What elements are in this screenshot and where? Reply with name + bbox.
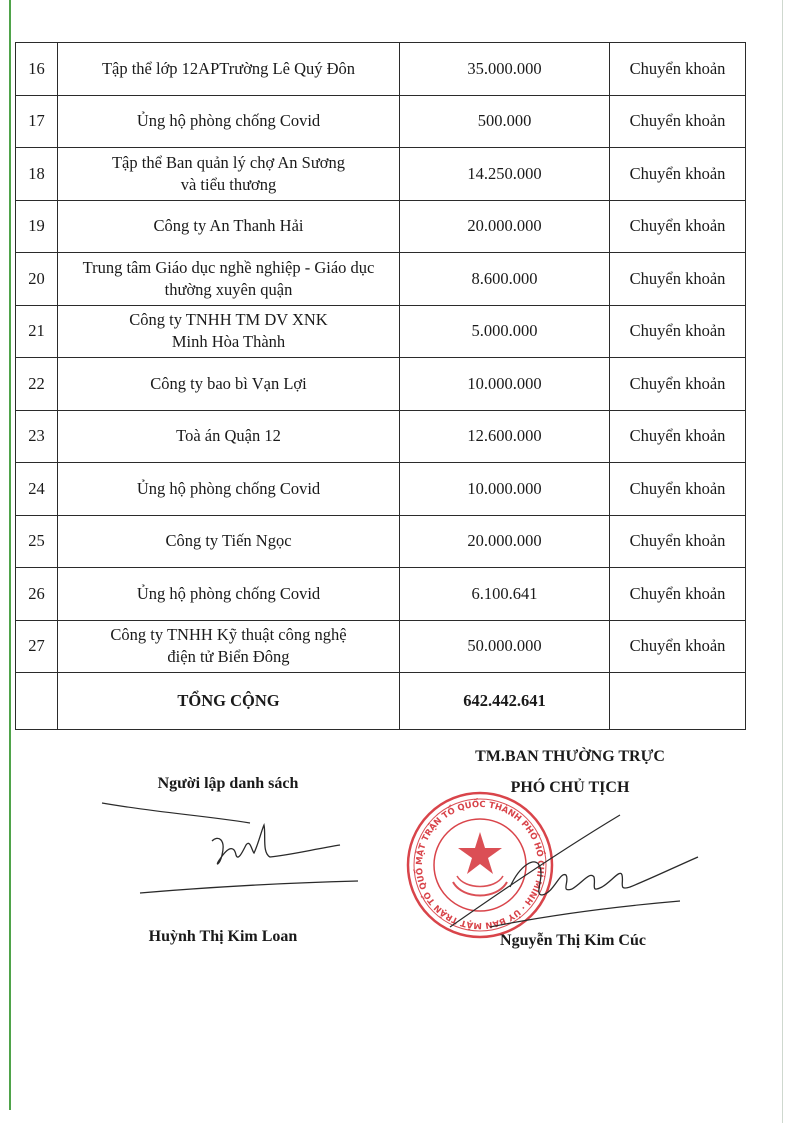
row-number: 16 bbox=[16, 43, 58, 96]
donation-amount: 10.000.000 bbox=[400, 358, 610, 411]
donor-name-line: Công ty bao bì Vạn Lợi bbox=[150, 373, 307, 393]
donor-name-line: Công ty An Thanh Hải bbox=[153, 216, 304, 236]
donor-name bbox=[58, 43, 400, 96]
donor-name-line: thường xuyên quận bbox=[164, 279, 293, 299]
row-number: 23 bbox=[16, 410, 58, 463]
org-title: TM.BAN THƯỜNG TRỰC bbox=[475, 748, 665, 765]
donor-name-line: Minh Hòa Thành bbox=[171, 332, 286, 352]
donation-amount: 5.000.000 bbox=[400, 305, 610, 358]
donor-name bbox=[58, 463, 400, 516]
payment-method: Chuyển khoản bbox=[610, 620, 746, 673]
donation-amount: 20.000.000 bbox=[400, 200, 610, 253]
donor-name-line: Toà án Quận 12 bbox=[176, 426, 281, 446]
donation-row bbox=[16, 568, 746, 621]
row-number: 21 bbox=[16, 305, 58, 358]
row-number: 17 bbox=[16, 95, 58, 148]
donation-row bbox=[16, 200, 746, 253]
donor-name bbox=[58, 620, 400, 673]
payment-method: Chuyển khoản bbox=[610, 410, 746, 463]
donor-name bbox=[58, 200, 400, 253]
donor-name-line: Tập thể lớp 12APTrường Lê Quý Đôn bbox=[101, 58, 356, 78]
donor-name-line: Ủng hộ phòng chống Covid bbox=[136, 111, 321, 131]
preparer-name: Huỳnh Thị Kim Loan bbox=[148, 928, 298, 945]
total-row bbox=[16, 673, 746, 730]
donation-row bbox=[16, 358, 746, 411]
payment-method: Chuyển khoản bbox=[610, 305, 746, 358]
payment-method: Chuyển khoản bbox=[610, 253, 746, 306]
donation-row bbox=[16, 463, 746, 516]
page-edge-left bbox=[9, 0, 11, 1110]
donation-row bbox=[16, 148, 746, 201]
row-number: 24 bbox=[16, 463, 58, 516]
page-edge-right bbox=[782, 0, 783, 1123]
donation-row bbox=[16, 515, 746, 568]
total-method-cell bbox=[610, 673, 746, 730]
donor-name-line: Ủng hộ phòng chống Covid bbox=[136, 583, 321, 603]
donation-amount: 500.000 bbox=[400, 95, 610, 148]
donor-name bbox=[58, 95, 400, 148]
donation-row bbox=[16, 95, 746, 148]
payment-method: Chuyển khoản bbox=[610, 43, 746, 96]
donation-table bbox=[15, 42, 746, 730]
donation-row bbox=[16, 305, 746, 358]
donation-row bbox=[16, 253, 746, 306]
donation-amount: 6.100.641 bbox=[400, 568, 610, 621]
donation-amount: 10.000.000 bbox=[400, 463, 610, 516]
donor-name-line: Công ty Tiến Ngọc bbox=[165, 531, 292, 551]
donor-name bbox=[58, 358, 400, 411]
preparer-title: Người lập danh sách bbox=[157, 775, 299, 792]
donor-name bbox=[58, 148, 400, 201]
row-number: 22 bbox=[16, 358, 58, 411]
donor-name-line: điện tử Biển Đông bbox=[167, 647, 290, 667]
payment-method: Chuyển khoản bbox=[610, 515, 746, 568]
donor-name bbox=[58, 253, 400, 306]
donation-row bbox=[16, 43, 746, 96]
donor-name bbox=[58, 515, 400, 568]
donation-amount: 35.000.000 bbox=[400, 43, 610, 96]
row-number: 18 bbox=[16, 148, 58, 201]
signer-name: Nguyễn Thị Kim Cúc bbox=[500, 932, 646, 949]
row-number: 26 bbox=[16, 568, 58, 621]
donor-name-line: Ủng hộ phòng chống Covid bbox=[136, 478, 321, 498]
org-position: PHÓ CHỦ TỊCH bbox=[510, 779, 630, 796]
donor-name bbox=[58, 568, 400, 621]
preparer-signature bbox=[100, 795, 360, 905]
donation-row bbox=[16, 410, 746, 463]
donation-amount: 12.600.000 bbox=[400, 410, 610, 463]
donation-amount: 14.250.000 bbox=[400, 148, 610, 201]
payment-method: Chuyển khoản bbox=[610, 200, 746, 253]
payment-method: Chuyển khoản bbox=[610, 95, 746, 148]
donor-name-line: và tiểu thương bbox=[180, 174, 277, 194]
total-label: TỔNG CỘNG bbox=[58, 673, 400, 730]
donation-table-body bbox=[16, 43, 746, 673]
payment-method: Chuyển khoản bbox=[610, 568, 746, 621]
payment-method: Chuyển khoản bbox=[610, 148, 746, 201]
payment-method: Chuyển khoản bbox=[610, 463, 746, 516]
payment-method: Chuyển khoản bbox=[610, 358, 746, 411]
row-number: 25 bbox=[16, 515, 58, 568]
row-number: 20 bbox=[16, 253, 58, 306]
total-amount: 642.442.641 bbox=[400, 673, 610, 730]
row-number: 19 bbox=[16, 200, 58, 253]
donation-amount: 8.600.000 bbox=[400, 253, 610, 306]
donor-name-line: Công ty TNHH TM DV XNK bbox=[129, 310, 328, 330]
donation-amount: 20.000.000 bbox=[400, 515, 610, 568]
donor-name bbox=[58, 305, 400, 358]
donor-name-line: Công ty TNHH Kỹ thuật công nghệ bbox=[110, 625, 347, 645]
donation-amount: 50.000.000 bbox=[400, 620, 610, 673]
donor-name-line: Trung tâm Giáo dục nghề nghiệp - Giáo dục bbox=[82, 257, 375, 277]
donation-row bbox=[16, 620, 746, 673]
donor-name bbox=[58, 410, 400, 463]
svg-text:MẶT TRẬN TỔ QUỐC THÀNH PHỐ HỒ: MẶT TRẬN TỔ QUỐC THÀNH PHỐ HỒ CHÍ MINH · ỦY BAN MẶT TRẬN TỔ QUỐC QUẬN 12 bbox=[401, 783, 546, 931]
donor-name-line: Tập thể Ban quản lý chợ An Sương bbox=[111, 152, 346, 172]
row-number: 27 bbox=[16, 620, 58, 673]
signer-signature bbox=[450, 815, 700, 935]
total-no-cell bbox=[16, 673, 58, 730]
